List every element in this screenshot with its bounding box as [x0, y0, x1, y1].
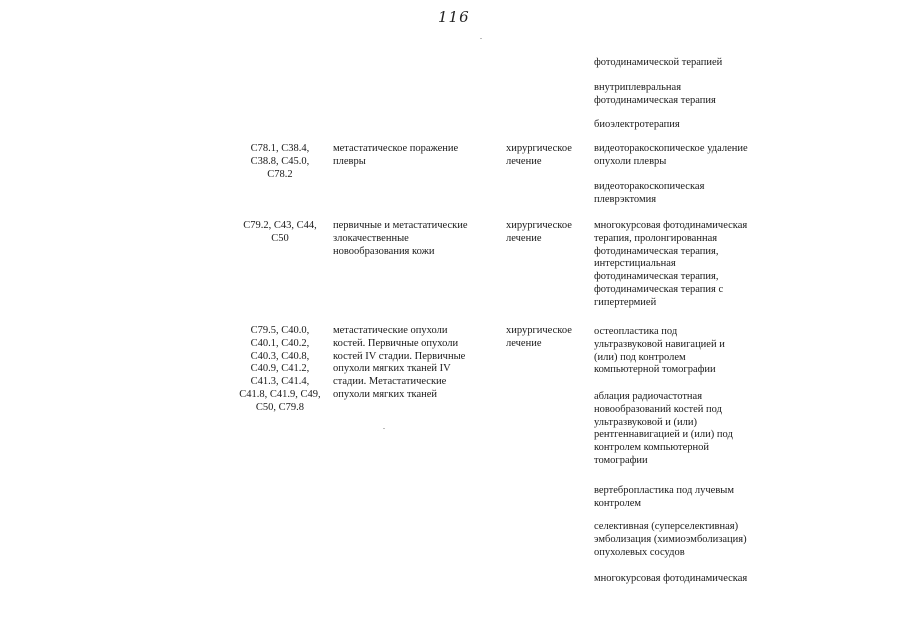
- method-text: остеопластика под ультразвуковой навигацией и (или) под контролем компьютерной томографии: [594, 326, 725, 376]
- method-text: аблация радиочастотная новообразований костей под ультразвуковой и (или) рентгеннавигацией и (или) под контролем компьютерной томографии: [594, 391, 733, 466]
- method-text: многокурсовая фотодинамическая терапия, пролонгированная фотодинамическая терапия, интерстициальная фотодинамическая терапия, фотодинамическая терапия с гипертермией: [594, 220, 748, 308]
- treatment-type: хирургическое лечение: [506, 220, 572, 244]
- condition-description: первичные и метастатические злокачественные новообразования кожи: [333, 220, 468, 257]
- method-text: селективная (суперселективная) эмболизация (химиоэмболизация) опухолевых сосудов: [594, 521, 747, 558]
- method-text: видеоторакоскопическая плеврэктомия: [594, 181, 705, 205]
- condition-description: метастатические опухоли костей. Первичные опухоли костей IV стадии. Первичные опухоли мягких тканей IV стадии. Метастатические опухоли мягких тканей: [333, 325, 466, 400]
- scan-speck: [383, 428, 385, 429]
- method-text: биоэлектротерапия: [594, 119, 680, 130]
- treatment-type: хирургическое лечение: [506, 325, 572, 349]
- method-text: видеоторакоскопическое удаление опухоли плевры: [594, 143, 748, 167]
- method-text: вертебропластика под лучевым контролем: [594, 485, 734, 509]
- icd-codes: C79.2, C43, C44, C50: [243, 220, 317, 244]
- icd-codes: C79.5, C40.0, C40.1, C40.2, C40.3, C40.8, C40.9, C41.2, C41.3, C41.4, C41.8, C41.9, C49, C50, C79.8: [239, 325, 321, 413]
- treatment-type: хирургическое лечение: [506, 143, 572, 167]
- icd-codes: C78.1, C38.4, C38.8, C45.0, C78.2: [250, 143, 310, 180]
- method-text: фотодинамической терапией: [594, 57, 723, 68]
- condition-description: метастатическое поражение плевры: [333, 143, 459, 167]
- method-text: многокурсовая фотодинамическая: [594, 573, 748, 584]
- method-text: внутриплевральная фотодинамическая терапия: [594, 82, 716, 106]
- scan-speck: [480, 38, 482, 39]
- page-number: 116: [438, 8, 470, 26]
